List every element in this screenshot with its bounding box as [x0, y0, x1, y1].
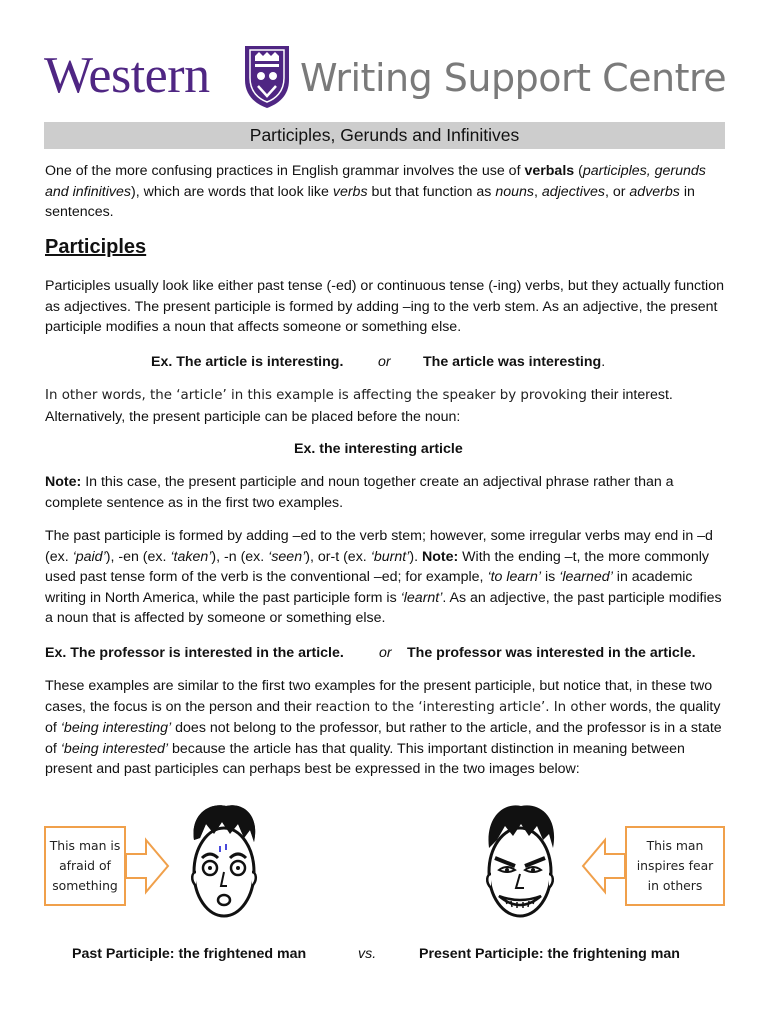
example-before-noun: Ex. the interesting article	[294, 441, 463, 457]
in-other-words-paragraph: In other words, the ‘article’ in this example is affecting the speaker by provoking their interest. Alternatively, the present participle can be placed before the noun:	[45, 387, 673, 425]
example-past-1: Ex. The professor is interested in the article.	[45, 645, 344, 661]
left-callout	[44, 825, 170, 907]
comparison-paragraph: These examples are similar to the first two examples for the present participle, but notice that, in these two cases, the focus is on the person and their reaction to the ‘interesting article’. In other words, the quality of ‘being interesting’ does not belong to the professor, but rather to the article, and the professor is in a state of ‘being interested’ because the article has that quality. This important distinction in meaning between present and past participles can perhaps best be expressed in the two images below:	[45, 678, 722, 777]
frightening-face-icon	[477, 800, 563, 926]
versus-label: vs.	[358, 946, 377, 962]
participles-paragraph: Participles usually look like either past tense (-ed) or continuous tense (-ing) verbs, but they actually function as adjectives. The present participle is formed by adding –ing to the verb stem. As an adjective, the present participle modifies a noun that affects someone or something else.	[45, 278, 724, 335]
frightened-face-icon	[180, 800, 266, 926]
arrow-left-icon	[581, 836, 627, 896]
present-participle-caption: Present Participle: the frightening man	[419, 946, 680, 962]
right-callout-box: This man inspires fear in others	[625, 826, 725, 906]
page-header	[44, 44, 734, 110]
example-past-2: The professor was interested in the article.	[407, 645, 696, 661]
right-callout	[581, 825, 725, 907]
past-participle-caption: Past Participle: the frightened man	[72, 946, 307, 962]
document-title: Participles, Gerunds and Infinitives	[44, 122, 725, 149]
example-present-1: Ex. The article is interesting.	[151, 354, 344, 370]
participles-heading: Participles	[45, 236, 147, 258]
arrow-right-icon	[124, 836, 170, 896]
example-or-2: or	[379, 645, 392, 661]
left-callout-box: This man is afraid of something	[44, 826, 126, 906]
western-wordmark: Western	[44, 47, 210, 104]
writing-support-centre-title: Writing Support Centre	[300, 56, 727, 100]
past-participle-paragraph: The past participle is formed by adding –ed to the verb stem; however, some irregular verbs may end in –d (ex. ‘paid’), -en (ex. ‘taken’), -n (ex. ‘seen’), or-t (ex. ‘burnt’). Note: With the ending –t, the more commonly used past tense form of the verb is the conventional –ed; for example, ‘to learn’ is ‘learned’ in academic writing in North America, while the past participle form is ‘learnt’. As an adjective, the past participle modifies a noun that is affected by someone or something else.	[45, 528, 722, 626]
note-paragraph: Note: In this case, the present participle and noun together create an adjectival phrase rather than a complete sentence as in the first two examples.	[45, 474, 674, 511]
western-crest-icon	[242, 44, 292, 110]
intro-paragraph: One of the more confusing practices in English grammar involves the use of verbals (participles, gerunds and infinitives), which are words that look like verbs but that function as nouns, adjectives, or adverbs in sentences.	[45, 163, 706, 220]
example-or-1: or	[378, 354, 391, 370]
example-present-2: The article was interesting.	[423, 354, 606, 370]
